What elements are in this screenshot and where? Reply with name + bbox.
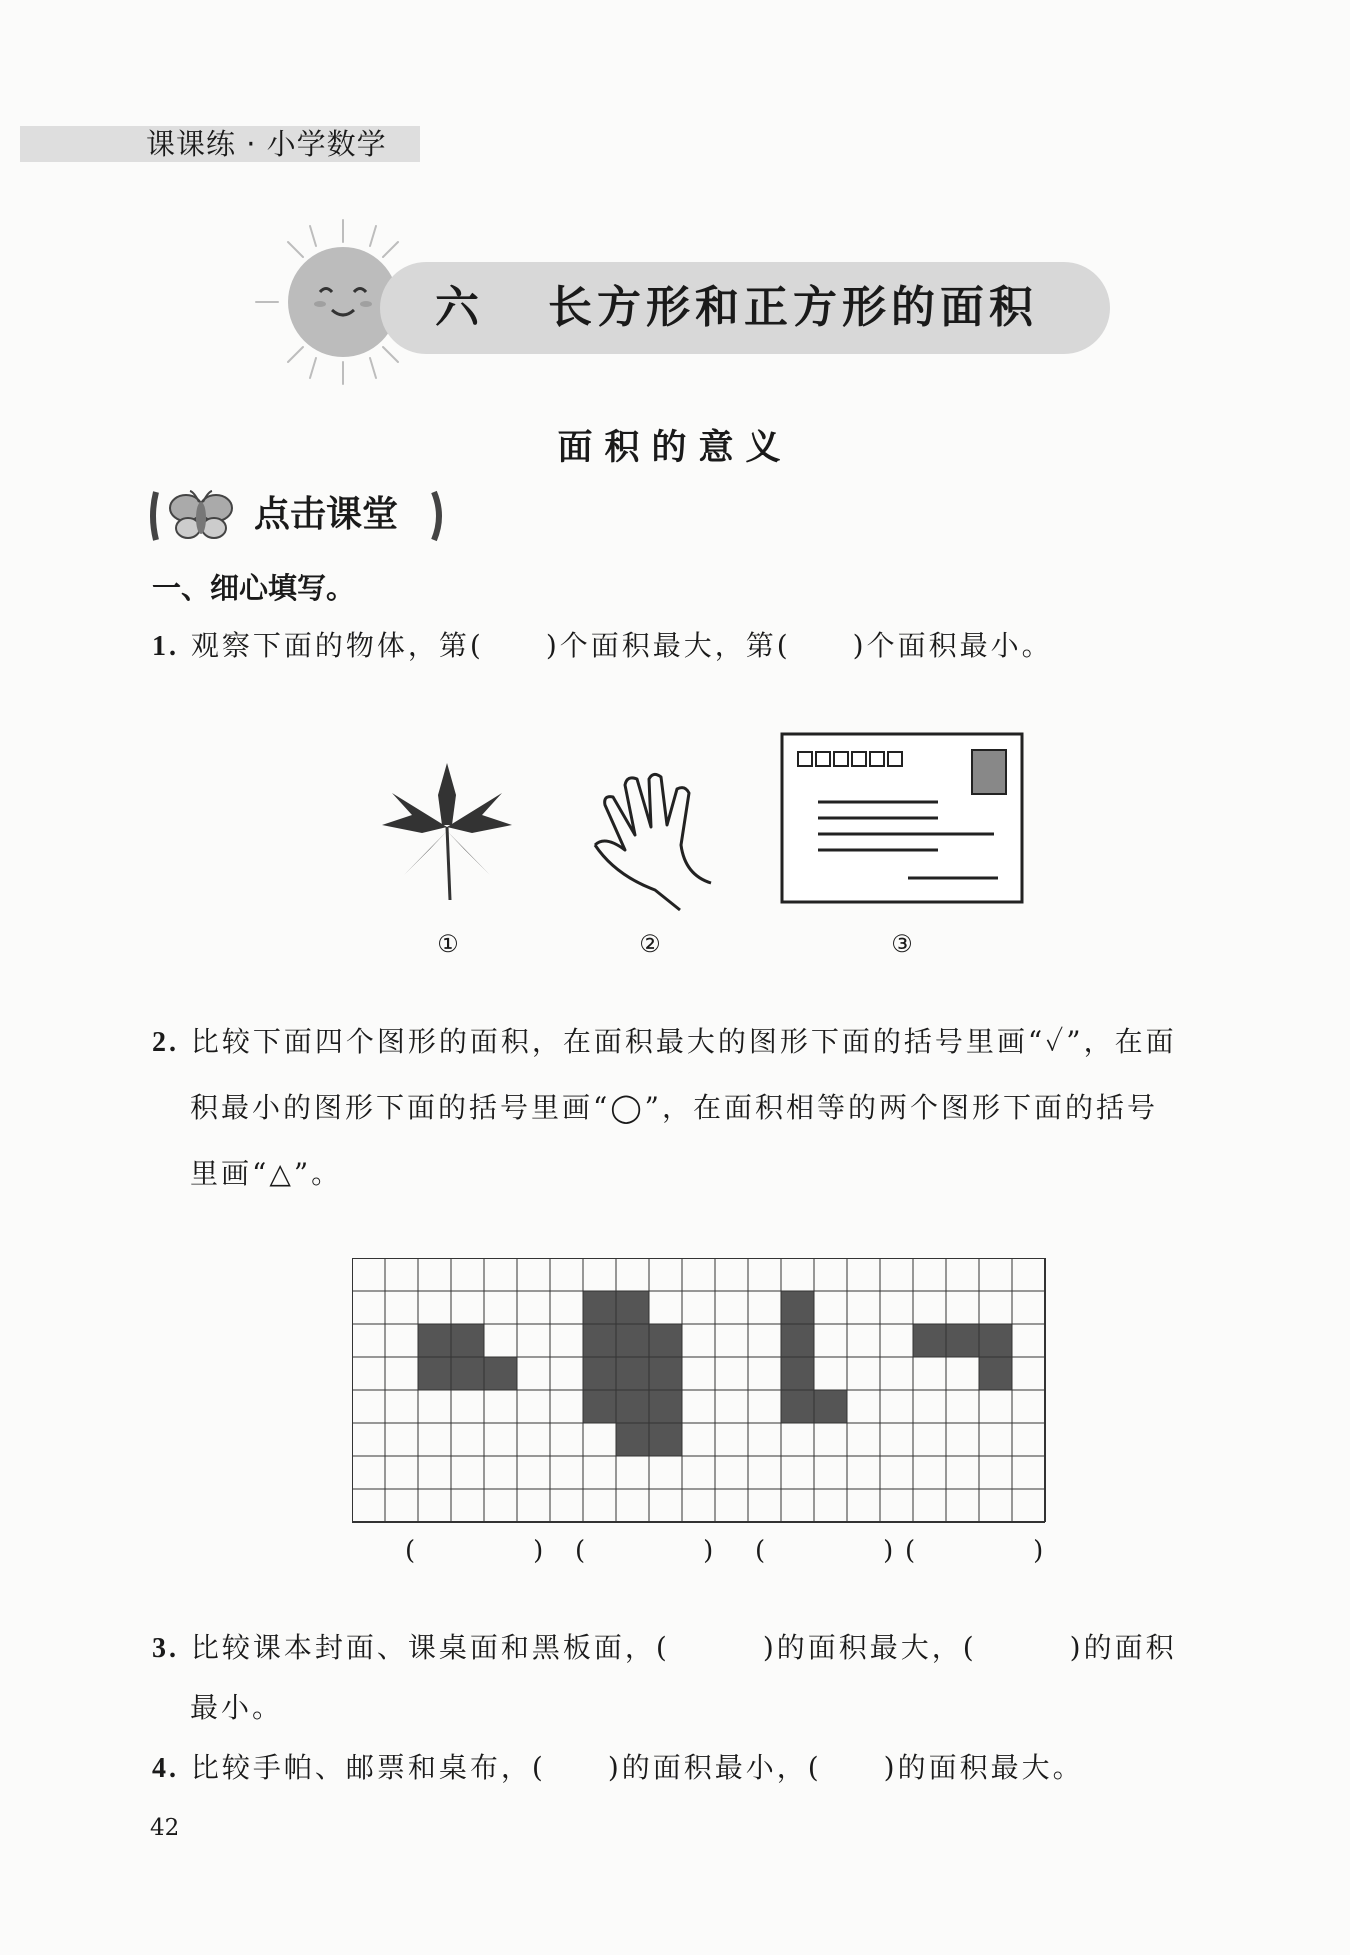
shape-2-cell [649, 1324, 682, 1357]
hand-icon [585, 765, 725, 915]
question-text: 比较下面四个图形的面积，在面积最大的图形下面的括号里画“✓”，在面 [190, 1025, 1177, 1058]
object-label-3: ③ [891, 930, 913, 958]
question-2 [152, 1024, 1177, 1061]
chapter-number: 六 [435, 282, 479, 333]
section-label-text: 点击课堂 [254, 494, 399, 535]
question-number: 2. [152, 1027, 179, 1058]
page-number: 42 [150, 1815, 180, 1841]
shape-2-cell [649, 1357, 682, 1390]
shape-3-cell [781, 1291, 814, 1324]
shape-2-cell [583, 1324, 616, 1357]
bracket-right [428, 488, 448, 544]
shape-2-cell [649, 1390, 682, 1423]
maple-leaf-icon [372, 755, 522, 905]
question-number: 4. [152, 1753, 179, 1784]
object-label-1: ① [437, 930, 459, 958]
shape-3-cell [781, 1324, 814, 1357]
answer-paren-3[interactable]: ( ) [755, 1536, 940, 1566]
chapter-title: 长方形和正方形的面积 [548, 282, 1038, 333]
question-4 [152, 1750, 1084, 1787]
question-3 [152, 1630, 1177, 1667]
series-header [20, 126, 420, 162]
shape-2-cell [616, 1324, 649, 1357]
shape-3-cell [781, 1390, 814, 1423]
envelope-icon [778, 730, 1026, 906]
shape-2-cell [616, 1423, 649, 1456]
shape-1-cell [418, 1357, 451, 1390]
series-title: 课课练 · 小学数学 [146, 127, 387, 161]
object-label-2: ② [639, 930, 661, 958]
shape-2-cell [583, 1390, 616, 1423]
question-number: 3. [152, 1633, 179, 1664]
lesson-title: 面积的意义 [557, 428, 793, 468]
question-text: 比较手帕、邮票和桌布，( )的面积最小，( )的面积最大。 [190, 1751, 1084, 1784]
shape-2-cell [583, 1357, 616, 1390]
shape-2-cell [583, 1291, 616, 1324]
butterfly-icon [150, 488, 250, 544]
shape-2-cell [616, 1390, 649, 1423]
part-heading: 一、细心填写。 [152, 571, 356, 605]
shape-2-cell [649, 1423, 682, 1456]
shape-4-cell [979, 1324, 1012, 1357]
shape-1-cell [484, 1357, 517, 1390]
area-grid [352, 1258, 1048, 1524]
shape-4-cell [946, 1324, 979, 1357]
question-2-line-3: 里画“△”。 [190, 1157, 343, 1190]
shape-1-cell [418, 1324, 451, 1357]
shape-2-cell [616, 1357, 649, 1390]
shape-4-cell [979, 1357, 1012, 1390]
shape-3-cell [781, 1357, 814, 1390]
shape-1-cell [451, 1324, 484, 1357]
answer-paren-4[interactable]: ( ) [905, 1536, 1090, 1566]
shape-3-cell [814, 1390, 847, 1423]
question-2-line-2: 积最小的图形下面的括号里画“◯”，在面积相等的两个图形下面的括号 [190, 1091, 1158, 1124]
question-text: 比较课本封面、课桌面和黑板面，( )的面积最大，( )的面积 [190, 1631, 1177, 1664]
shape-2-cell [616, 1291, 649, 1324]
answer-paren-1[interactable]: ( ) [405, 1536, 590, 1566]
question-number: 1. [152, 631, 179, 662]
answer-paren-2[interactable]: ( ) [575, 1536, 760, 1566]
question-text: 观察下面的物体，第( )个面积最大，第( )个面积最小。 [190, 629, 1053, 662]
question-1 [152, 628, 1053, 665]
question-3-line-2: 最小。 [190, 1691, 284, 1724]
shape-1-cell [451, 1357, 484, 1390]
shape-4-cell [913, 1324, 946, 1357]
